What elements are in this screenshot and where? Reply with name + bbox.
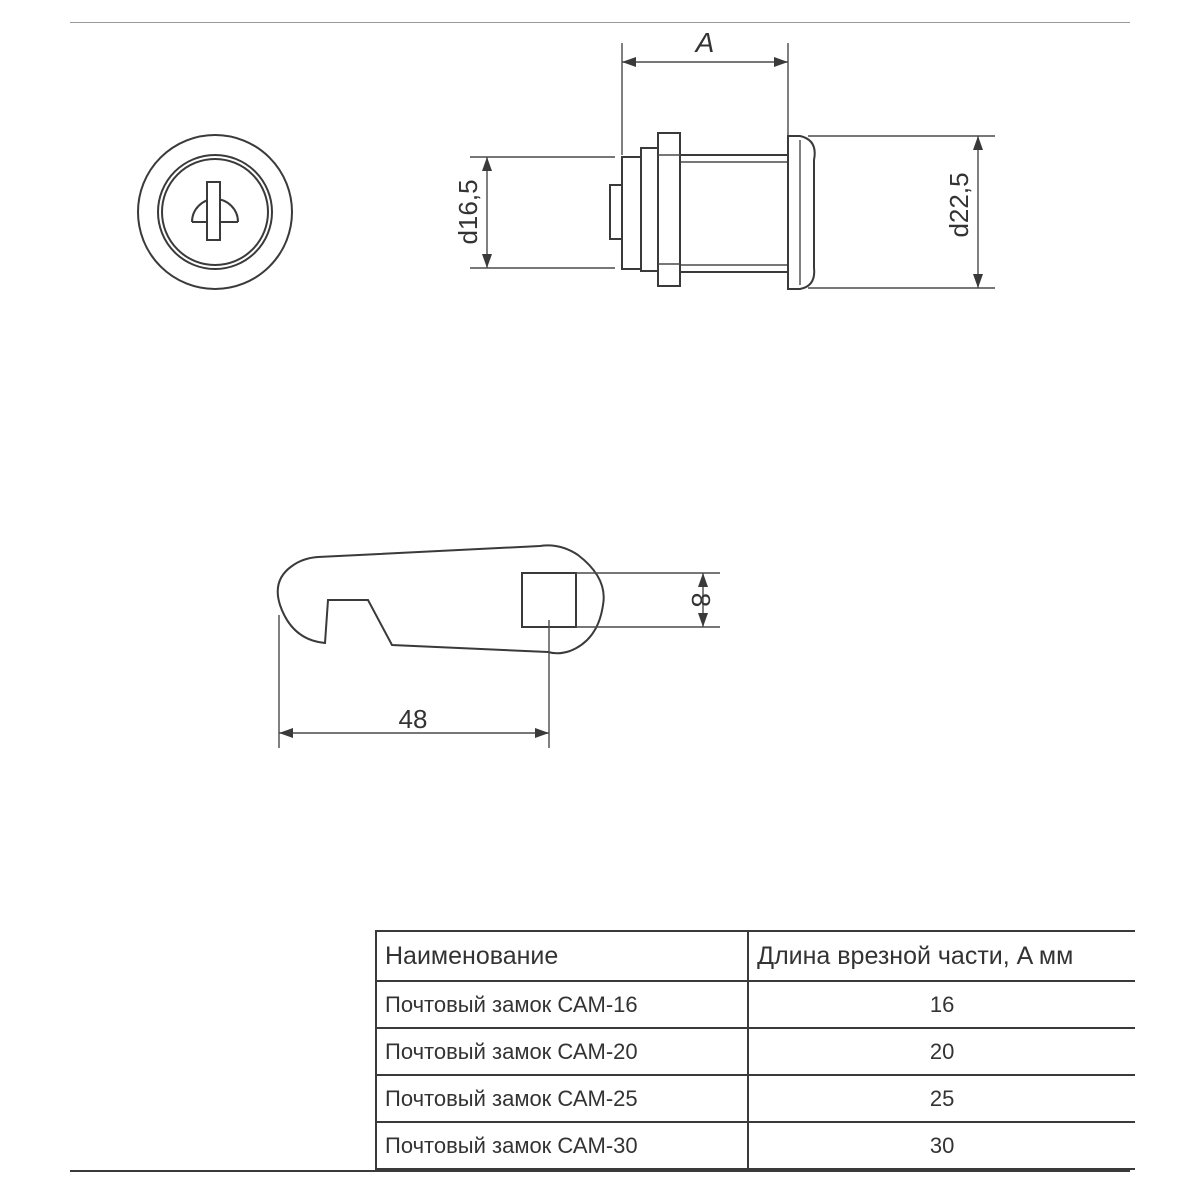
row-name: Почтовый замок САМ-20: [376, 1028, 748, 1075]
table-row: [376, 1122, 1135, 1169]
cam-square-hole: [522, 573, 576, 627]
header-name: Наименование: [376, 931, 748, 981]
table-row: [376, 1075, 1135, 1122]
row-name: Почтовый замок САМ-30: [376, 1122, 748, 1169]
cylinder-body: [680, 155, 790, 272]
dim-a-arrow-left: [622, 57, 636, 67]
dim-cam-length-label: 48: [398, 704, 428, 734]
dim-inner-arrow-top: [482, 157, 492, 171]
row-name: Почтовый замок САМ-16: [376, 981, 748, 1028]
dim-a-label: A: [695, 27, 715, 58]
table-header-row: [376, 931, 1135, 981]
dim-inner-label: d16,5: [453, 179, 483, 245]
row-length: 25: [748, 1075, 1135, 1122]
lock-front-view: [138, 135, 292, 289]
dim-outer-arrow-bottom: [973, 274, 983, 288]
table-row: [376, 981, 1135, 1028]
header-length: Длина врезной части, A мм: [748, 931, 1135, 981]
dim-len-arrow-left: [279, 728, 293, 738]
flange: [788, 136, 815, 289]
nut-inner: [641, 148, 658, 271]
row-length: 16: [748, 981, 1135, 1028]
bottom-rule: [70, 1170, 1130, 1172]
dim-inner-arrow-bottom: [482, 254, 492, 268]
dim-len-arrow-right: [535, 728, 549, 738]
keyway-slot-icon: [207, 182, 220, 240]
row-length: 20: [748, 1028, 1135, 1075]
row-name: Почтовый замок САМ-25: [376, 1075, 748, 1122]
nut-outer: [658, 133, 680, 286]
row-length: 30: [748, 1122, 1135, 1169]
cam-view: [278, 545, 720, 748]
spec-table: [375, 930, 1135, 1170]
shaft-end: [622, 157, 641, 269]
dim-cam-arrow-bottom: [698, 613, 708, 627]
dim-outer-label: d22,5: [944, 172, 974, 238]
lock-side-view: [453, 27, 995, 289]
table-row: [376, 1028, 1135, 1075]
dim-cam-height-label: 8: [686, 592, 716, 608]
dim-cam-arrow-top: [698, 573, 708, 587]
dim-outer-arrow-top: [973, 136, 983, 150]
shaft-tip: [610, 185, 622, 239]
dim-a-arrow-right: [774, 57, 788, 67]
